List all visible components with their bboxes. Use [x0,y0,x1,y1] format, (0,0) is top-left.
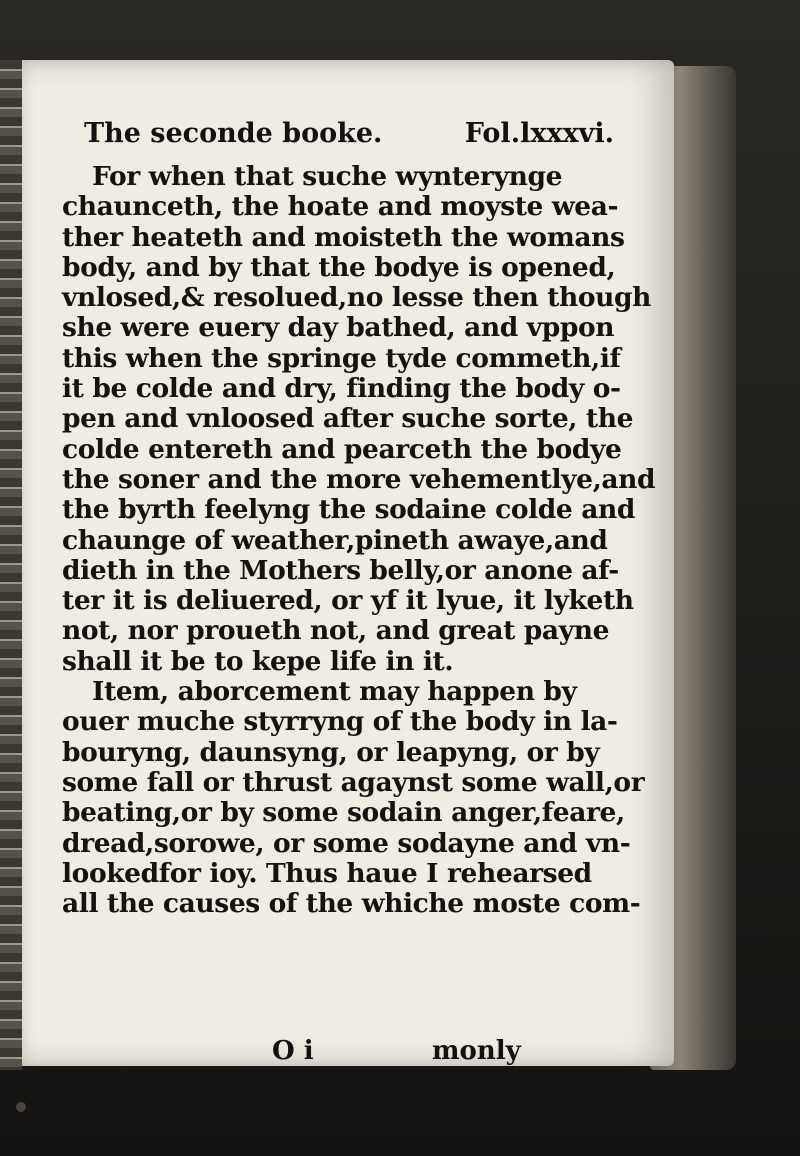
text-line: chaunge of weather,pineth awaye,and [62,524,608,556]
text-line: body, and by that the bodye is opened, [62,251,616,283]
text-line: the byrth feelyng the sodaine colde and [62,494,635,526]
text-line: colde entereth and pearceth the bodye [62,433,622,465]
binding-edge [0,60,22,1070]
text-line: ther heateth and moisteth the womans [62,221,625,253]
text-line: all the causes of the whiche moste com- [62,888,641,920]
text-line: vnlosed,& resolued,no lesse then though [62,282,651,314]
text-line: pen and vnloosed after suche sorte, the [62,403,634,435]
folio-number: Fol.lxxxvi. [464,118,614,149]
text-line: dieth in the Mothers belly,or anone af- [62,554,619,586]
ink-spot [16,1102,26,1112]
text-line: chaunceth, the hoate and moyste wea- [62,191,619,223]
signature-mark: O i [272,1036,314,1066]
text-line: she were euery day bathed, and vppon [62,312,615,344]
text-line: ter it is deliuered, or yf it lyue, it lyketh [62,585,634,617]
body-text [62,162,662,919]
catchword: monly [432,1036,521,1066]
text-line: dread,sorowe, or some sodayne and vn- [62,827,631,859]
text-line: some fall or thrust agaynst some wall,or [62,766,645,798]
text-line: For when that suche wynterynge [92,161,563,192]
text-line: bouryng, daunsyng, or leapyng, or by [62,736,600,768]
text-line: ouer muche styrryng of the body in la- [62,706,618,738]
text-line: the soner and the more vehementlye,and [62,463,656,495]
text-line: lookedfor ioy. Thus haue I rehearsed [62,857,592,889]
text-line: not, nor proueth not, and great payne [62,615,610,647]
text-line: Item, aborcement may happen by [92,676,577,708]
text-line: this when the springe tyde commeth,if [62,342,621,374]
text-line: it be colde and dry, finding the body o- [62,373,621,405]
text-line: shall it be to kepe life in it. [62,645,454,677]
running-head-title: The seconde booke. [84,118,383,149]
running-head [84,118,614,149]
text-line: beating,or by some sodain anger,feare, [62,797,625,829]
